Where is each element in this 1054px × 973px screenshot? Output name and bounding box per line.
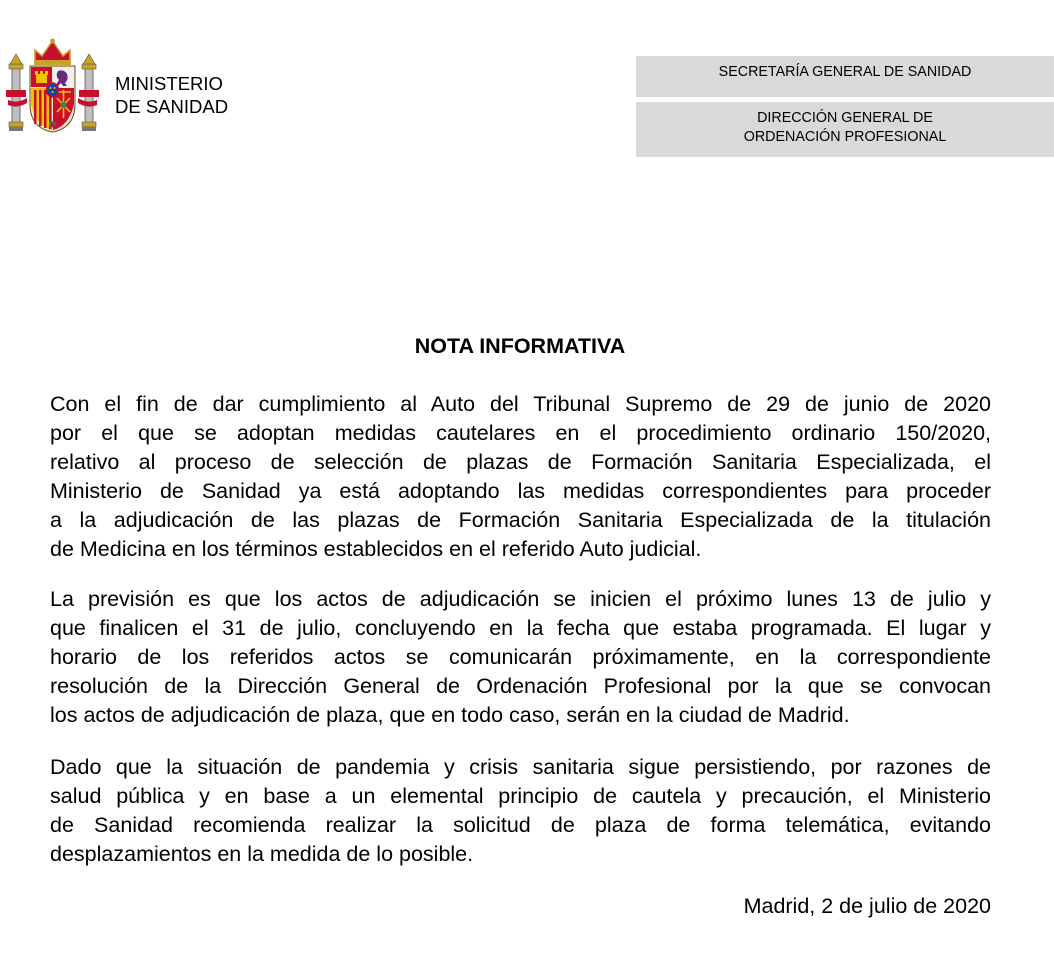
paragraph-line: de Sanidad recomienda realizar la solicitud de plaza de forma telemática, evitando xyxy=(50,813,991,837)
document-title: NOTA INFORMATIVA xyxy=(414,334,626,358)
paragraph-line: La previsión es que los actos de adjudicación se inicien el próximo lunes 13 de julio y xyxy=(50,587,991,611)
paragraph-line: salud pública y en base a un elemental principio de cautela y precaución, el Ministerio xyxy=(50,784,991,808)
paragraph-line: relativo al proceso de selección de plazas de Formación Sanitaria Especializada, el xyxy=(50,450,991,474)
ministry-name-line: MINISTERIO xyxy=(115,73,223,94)
paragraph-line: resolución de la Dirección General de Ordenación Profesional por la que se convocan xyxy=(50,674,991,698)
ministry-name xyxy=(115,72,228,118)
coat-of-arms-icon xyxy=(5,38,100,134)
paragraph-line: de Medicina en los términos establecidos en el referido Auto judicial. xyxy=(50,537,702,561)
direccion-label-line: ORDENACIÓN PROFESIONAL xyxy=(743,129,947,145)
paragraph-line: por el que se adoptan medidas cautelares en el procedimiento ordinario 150/2020, xyxy=(50,421,991,445)
secretaria-header-box xyxy=(636,56,1054,97)
paragraph-line: Ministerio de Sanidad ya está adoptando las medidas correspondientes para proceder xyxy=(50,479,991,503)
paragraph-1 xyxy=(50,390,991,564)
secretaria-label: SECRETARÍA GENERAL DE SANIDAD xyxy=(718,64,972,80)
place-and-date: Madrid, 2 de julio de 2020 xyxy=(743,894,991,918)
direccion-label-line: DIRECCIÓN GENERAL DE xyxy=(757,110,933,126)
paragraph-line: desplazamientos en la medida de lo posible. xyxy=(50,842,474,866)
paragraph-3 xyxy=(50,753,991,869)
paragraph-line: horario de los referidos actos se comunicarán próximamente, en la correspondiente xyxy=(50,645,991,669)
paragraph-line: Con el fin de dar cumplimiento al Auto del Tribunal Supremo de 29 de junio de 2020 xyxy=(50,392,991,416)
paragraph-line: que finalicen el 31 de julio, concluyendo en la fecha que estaba programada. El lugar y xyxy=(50,616,991,640)
ministry-name-line: DE SANIDAD xyxy=(115,96,229,117)
direccion-header-box xyxy=(636,102,1054,157)
paragraph-line: a la adjudicación de las plazas de Formación Sanitaria Especializada de la titulación xyxy=(50,508,991,532)
paragraph-2 xyxy=(50,585,991,730)
paragraph-line: los actos de adjudicación de plaza, que en todo caso, serán en la ciudad de Madrid. xyxy=(50,703,850,727)
paragraph-line: Dado que la situación de pandemia y crisis sanitaria sigue persistiendo, por razones de xyxy=(50,755,991,779)
